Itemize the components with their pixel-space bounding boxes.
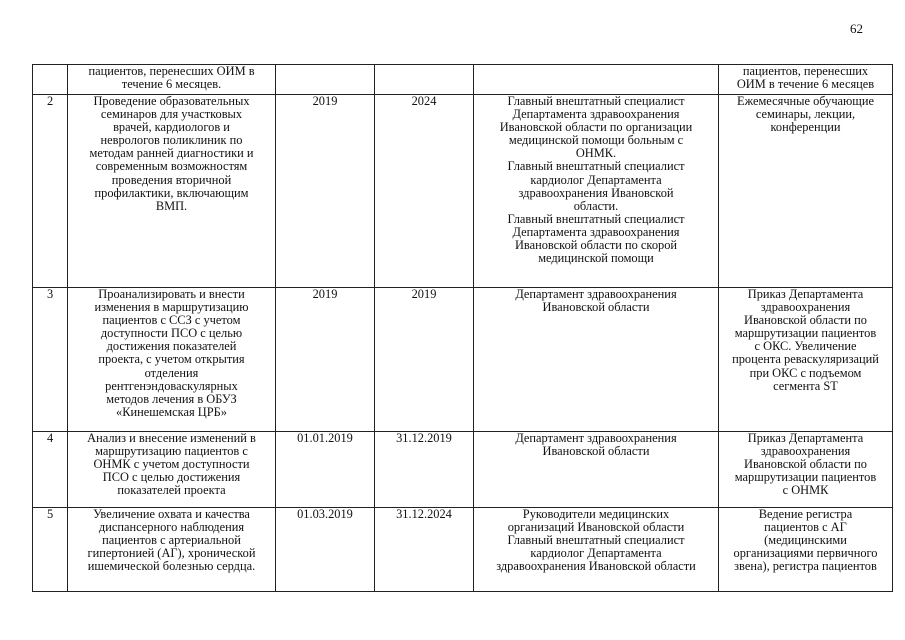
result-line: Приказ Департамента [747, 287, 864, 301]
activity-line: маршрутизацию пациентов с [95, 444, 248, 459]
responsible-line: Ивановской области по скорой [514, 238, 678, 253]
activity-cell [68, 432, 276, 508]
activity-line: пациентов с ССЗ с учетом [102, 313, 241, 328]
activity-line: рентгенэндоваскулярных [105, 378, 238, 393]
activity-line: методам ранней диагностики и [89, 146, 254, 161]
end-date-cell: 31.12.2024 [375, 508, 474, 592]
activity-cell [68, 508, 276, 592]
row-number-cell: 2 [33, 95, 68, 288]
result-line: маршрутизации пациентов [734, 326, 877, 341]
activity-line: достижения показателей [106, 339, 237, 354]
start-date-cell: 2019 [276, 288, 375, 432]
result-cell [719, 65, 893, 95]
start-date-cell: 01.01.2019 [276, 432, 375, 508]
result-line: семинары, лекции, [755, 107, 856, 122]
activity-line: семинаров для участковых [100, 107, 243, 122]
responsible-line: Главный внештатный специалист [507, 533, 685, 548]
end-date-cell [375, 65, 474, 95]
activity-line: Проведение образовательных [93, 94, 250, 108]
responsible-line: Главный внештатный специалист [507, 159, 685, 174]
result-line: пациентов, перенесших [742, 64, 869, 78]
result-cell [719, 288, 893, 432]
activity-line: отделения [144, 365, 199, 380]
activity-cell [68, 65, 276, 95]
start-date-cell [276, 65, 375, 95]
responsible-line: кардиолог Департамента [530, 546, 662, 561]
activity-cell [68, 95, 276, 288]
result-line: здравоохранения [760, 300, 851, 315]
start-date-cell: 2019 [276, 95, 375, 288]
responsible-line: медицинской помощи больным с [508, 133, 684, 148]
activity-line: ОНМК с учетом доступности [93, 457, 250, 472]
activity-line: Увеличение охвата и качества [93, 507, 250, 521]
responsible-line: Ивановской области [542, 444, 650, 459]
responsible-cell [474, 432, 719, 508]
result-line: пациентов с АГ [764, 520, 847, 535]
activity-line: показателей проекта [117, 483, 226, 498]
result-line: сегмента ST [773, 378, 838, 393]
responsible-line: медицинской помощи [538, 251, 654, 266]
responsible-cell [474, 288, 719, 432]
activity-line: Проанализировать и внести [98, 287, 245, 301]
activity-line: гипертонией (АГ), хронической [87, 546, 256, 561]
activity-line: течение 6 месяцев. [121, 77, 222, 92]
responsible-cell [474, 508, 719, 592]
activity-line: неврологов поликлиник по [100, 133, 243, 148]
plan-table [32, 64, 893, 592]
responsible-line: организаций Ивановской области [507, 520, 685, 535]
result-line: звена), регистра пациентов [734, 559, 877, 574]
responsible-line: здравоохранения Ивановской [518, 185, 674, 200]
responsible-line: Ивановской области по организации [499, 120, 693, 135]
activity-line: ПСО с целью достижения [102, 470, 241, 485]
result-line: с ОНМК [782, 483, 829, 498]
responsible-cell [474, 95, 719, 288]
activity-line: диспансерного наблюдения [98, 520, 245, 535]
result-line: Приказ Департамента [747, 431, 864, 445]
responsible-line: Руководители медицинских [522, 507, 670, 521]
result-line: Ведение регистра [758, 507, 853, 521]
responsible-line: Департамент здравоохранения [515, 431, 677, 445]
activity-line: изменения в маршрутизацию [94, 300, 249, 315]
table-row [33, 95, 893, 288]
activity-line: профилактики, включающим [94, 185, 249, 200]
activity-line: проекта, с учетом открытия [98, 352, 245, 367]
result-line: здравоохранения [760, 444, 851, 459]
responsible-line: Главный внештатный специалист [507, 211, 685, 226]
row-number-cell: 3 [33, 288, 68, 432]
activity-line: «Кинешемская ЦРБ» [116, 404, 227, 419]
table-row [33, 432, 893, 508]
activity-line: ВМП. [155, 198, 188, 213]
end-date-cell: 2024 [375, 95, 474, 288]
result-line: процента реваскуляризаций [732, 352, 879, 367]
row-number-cell: 4 [33, 432, 68, 508]
responsible-line: Департамента здравоохранения [512, 224, 680, 239]
row-number-cell: 5 [33, 508, 68, 592]
page-number: 62 [850, 21, 863, 36]
row-number-cell [33, 65, 68, 95]
responsible-line: Главный внештатный специалист [507, 94, 685, 108]
table-row [33, 65, 893, 95]
table-row [33, 288, 893, 432]
result-line: ОИМ в течение 6 месяцев [736, 77, 875, 92]
start-date-cell: 01.03.2019 [276, 508, 375, 592]
activity-line: проведения вторичной [111, 172, 232, 187]
result-line: с ОКС. Увеличение [754, 339, 857, 354]
responsible-line: области. [573, 198, 619, 213]
result-line: конференции [770, 120, 841, 135]
responsible-line: Департамент здравоохранения [515, 287, 677, 301]
result-cell [719, 432, 893, 508]
responsible-line: кардиолог Департамента [530, 172, 662, 187]
activity-line: врачей, кардиологов и [113, 120, 230, 135]
result-line: маршрутизации пациентов [734, 470, 877, 485]
activity-line: ишемической болезнью сердца. [87, 559, 256, 574]
responsible-line: Ивановской области [542, 300, 650, 315]
result-cell [719, 95, 893, 288]
result-line: (медицинскими [764, 533, 847, 548]
activity-line: пациентов с артериальной [102, 533, 241, 548]
result-line: Ежемесячные обучающие [737, 94, 874, 108]
end-date-cell: 2019 [375, 288, 474, 432]
result-line: при ОКС с подъемом [749, 365, 862, 380]
responsible-cell [474, 65, 719, 95]
activity-line: Анализ и внесение изменений в [87, 431, 256, 445]
responsible-line: ОНМК. [575, 146, 617, 161]
responsible-line: Департамента здравоохранения [512, 107, 680, 122]
table-row [33, 508, 893, 592]
result-line: Ивановской области по [744, 457, 867, 472]
activity-line: методов лечения в ОБУЗ [106, 391, 237, 406]
end-date-cell: 31.12.2019 [375, 432, 474, 508]
activity-line: современным возможностям [95, 159, 248, 174]
result-line: организациями первичного [733, 546, 878, 561]
responsible-line: здравоохранения Ивановской области [496, 559, 696, 574]
activity-line: доступности ПСО с целью [100, 326, 243, 341]
result-cell [719, 508, 893, 592]
activity-line: пациентов, перенесших ОИМ в [88, 64, 255, 78]
activity-cell [68, 288, 276, 432]
result-line: Ивановской области по [744, 313, 867, 328]
